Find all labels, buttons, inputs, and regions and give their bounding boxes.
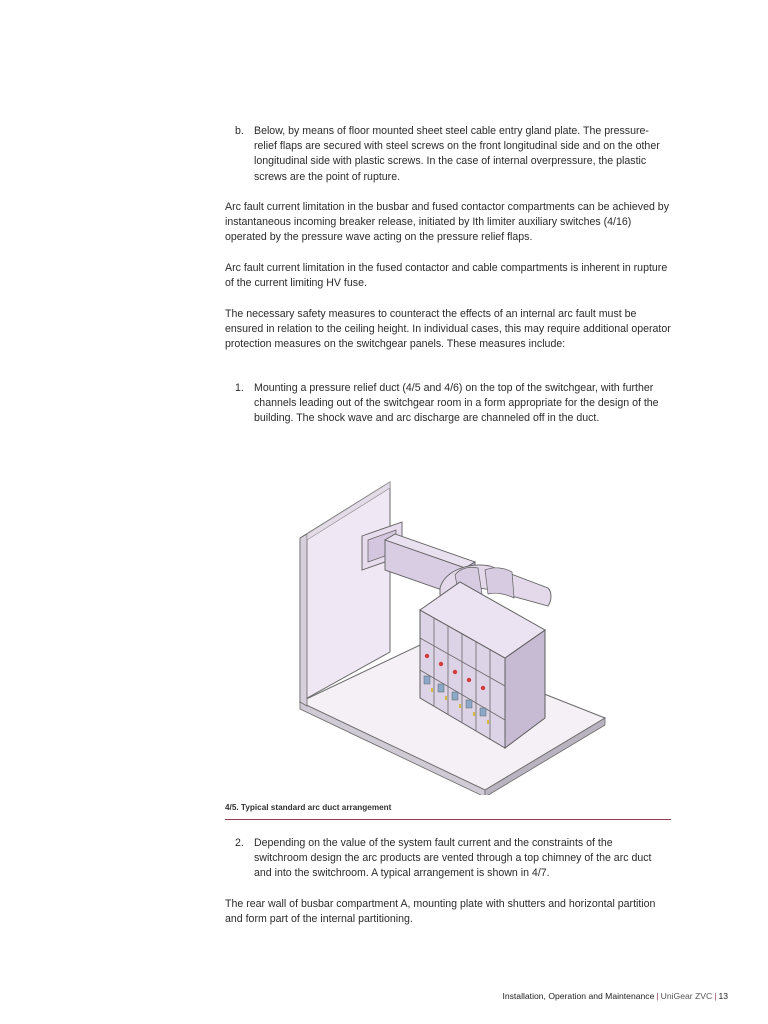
list-marker: b. [235,125,244,137]
list-item-b [235,124,665,185]
page-footer [502,991,728,1001]
footer-brand: UniGear ZVC [660,991,713,1001]
page-number: 13 [718,991,728,1001]
paragraph-arc-limitation-busbar: Arc fault current limitation in the busbar and fused contactor compartments can be achieved by instantaneous incoming breaker release, initiated by Ith limiter auxiliary switches (4/16) operated by the pressure wave acting on the pressure relief flaps. [225,201,669,244]
paragraph-rear-wall: The rear wall of busbar compartment A, mounting plate with shutters and horizontal partition and form part of the internal partitioning. [225,898,656,926]
list-item-text: Below, by means of floor mounted sheet steel cable entry gland plate. The pressure-relief flaps are secured with steel screws on the front longitudinal side and on the other longitudinal side with plastic screws. In the case of internal overpressure, the plastic screws are the point of rupture. [254,125,660,183]
paragraph-safety-measures: The necessary safety measures to counteract the effects of an internal arc fault must be ensured in relation to the ceiling height. In individual cases, this may require additional operator protection measures on the switchgear panels. These measures include: [225,308,671,351]
footer-separator-2: | [714,991,717,1001]
footer-title: Installation, Operation and Maintenance [502,991,655,1001]
list-item-2 [235,836,665,882]
footer-separator: | [656,991,659,1001]
list-item-text: Mounting a pressure relief duct (4/5 and 4/6) on the top of the switchgear, with further channels leading out of the switchgear room in a form appropriate for the design of the building. The shock wave and arc discharge are channeled off in the duct. [254,382,659,425]
paragraph-arc-limitation-fused: Arc fault current limitation in the fused contactor and cable compartments is inherent in rupture of the current limiting HV fuse. [225,262,668,290]
list-marker: 1. [235,382,244,394]
list-item-1 [235,381,665,427]
caption-divider [225,819,671,820]
arc-duct-illustration [290,470,620,795]
figure-caption: 4/5. Typical standard arc duct arrangement [225,803,392,812]
list-item-text: Depending on the value of the system fault current and the constraints of the switchroom design the arc products are vented through a top chimney of the arc duct and into the switchroom. A typical arrangement is shown in 4/7. [254,837,652,880]
list-marker: 2. [235,837,244,849]
